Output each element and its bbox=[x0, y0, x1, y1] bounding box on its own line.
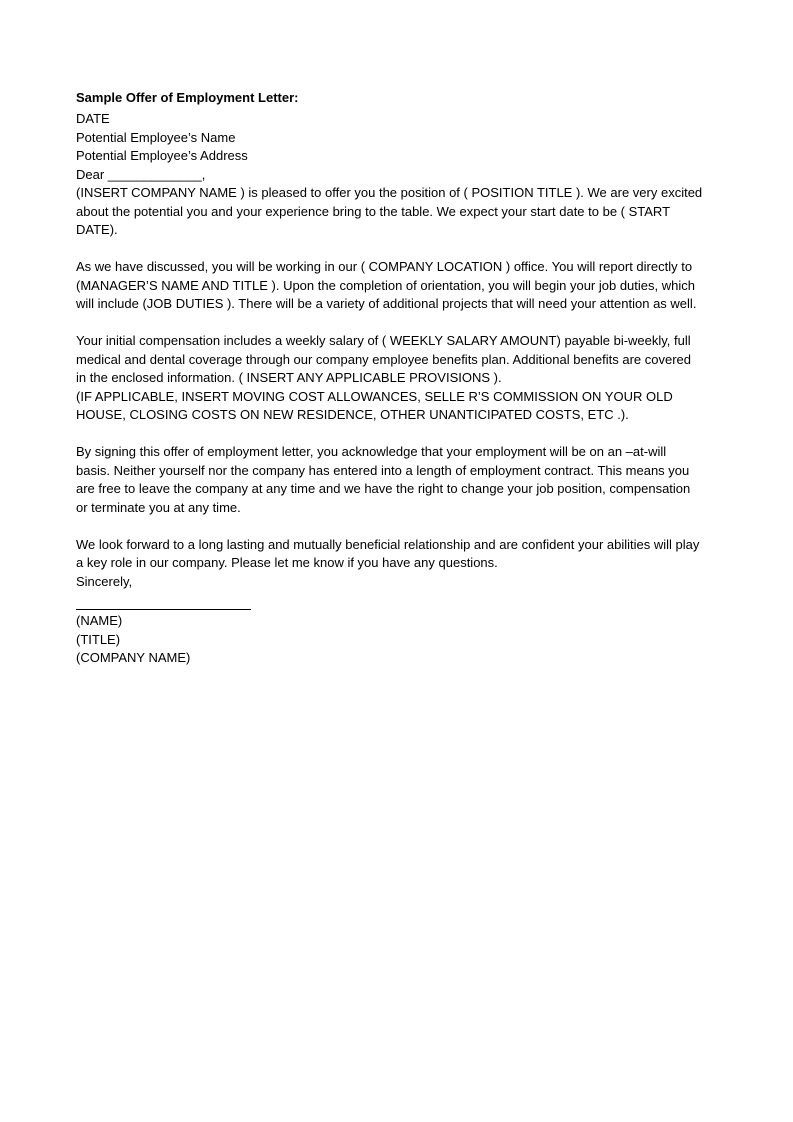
salutation-line: Dear _____________, bbox=[76, 166, 206, 182]
paragraph-line: DATE). bbox=[76, 222, 118, 237]
paragraph-line: Your initial compensation includes a weekly salary of ( WEEKLY SALARY AMOUNT) payable bi-weekly, full bbox=[76, 333, 691, 348]
paragraph-line: As we have discussed, you will be working in our ( COMPANY LOCATION ) office. You will report directly to bbox=[76, 259, 693, 274]
paragraph-location bbox=[76, 258, 706, 314]
paragraph-line: basis. Neither yourself nor the company has entered into a length of employment contract. This means you bbox=[76, 462, 690, 478]
paragraph-line: will include (JOB DUTIES ). There will be a variety of additional projects that will need your attention as well. bbox=[76, 296, 697, 311]
paragraph-offer bbox=[76, 184, 706, 240]
paragraph-line: medical and dental coverage through our company employee benefits plan. Additional benefits are covered bbox=[76, 351, 692, 367]
paragraph-line: We look forward to a long lasting and mutually beneficial relationship and are confident your abilities will play bbox=[76, 536, 700, 552]
letter-page bbox=[76, 89, 706, 668]
paragraph-gap bbox=[76, 517, 706, 536]
letter-header bbox=[76, 110, 706, 184]
paragraph-line: a key role in our company. Please let me know if you have any questions. bbox=[76, 555, 498, 570]
paragraph-gap bbox=[76, 240, 706, 259]
paragraph-line: are free to leave the company at any time and we have the right to change your job position, compensation bbox=[76, 481, 691, 496]
paragraph-at-will bbox=[76, 443, 706, 517]
paragraph-line: in the enclosed information. ( INSERT ANY APPLICABLE PROVISIONS ). bbox=[76, 370, 502, 385]
paragraph-line: (MANAGER’S NAME AND TITLE ). Upon the completion of orientation, you will begin your job duties, which bbox=[76, 277, 695, 293]
signature-line bbox=[76, 593, 251, 610]
signer-name: (NAME) bbox=[76, 613, 123, 628]
signer-company: (COMPANY NAME) bbox=[76, 650, 191, 665]
signature-block bbox=[76, 612, 706, 668]
paragraph-line: (INSERT COMPANY NAME ) is pleased to offer you the position of ( POSITION TITLE ). We are very excited bbox=[76, 185, 703, 200]
signer-title: (TITLE) bbox=[76, 631, 121, 647]
paragraph-line: (IF APPLICABLE, INSERT MOVING COST ALLOWANCES, SELLE R’S COMMISSION ON YOUR OLD bbox=[76, 388, 673, 404]
paragraph-line: about the potential you and your experience bring to the table. We expect your start date to be ( START bbox=[76, 203, 671, 219]
paragraph-compensation bbox=[76, 332, 706, 425]
paragraph-gap bbox=[76, 425, 706, 444]
paragraph-line: or terminate you at any time. bbox=[76, 499, 241, 515]
paragraph-line: HOUSE, CLOSING COSTS ON NEW RESIDENCE, OTHER UNANTICIPATED COSTS, ETC .). bbox=[76, 407, 629, 422]
employee-address-line: Potential Employee’s Address bbox=[76, 148, 248, 163]
paragraph-line: By signing this offer of employment letter, you acknowledge that your employment will be on an –at-will bbox=[76, 444, 667, 459]
date-line: DATE bbox=[76, 111, 110, 126]
employee-name-line: Potential Employee’s Name bbox=[76, 129, 236, 145]
paragraph-gap bbox=[76, 314, 706, 333]
letter-title: Sample Offer of Employment Letter: bbox=[76, 90, 299, 105]
paragraph-closing bbox=[76, 536, 706, 592]
closing-line: Sincerely, bbox=[76, 573, 133, 589]
